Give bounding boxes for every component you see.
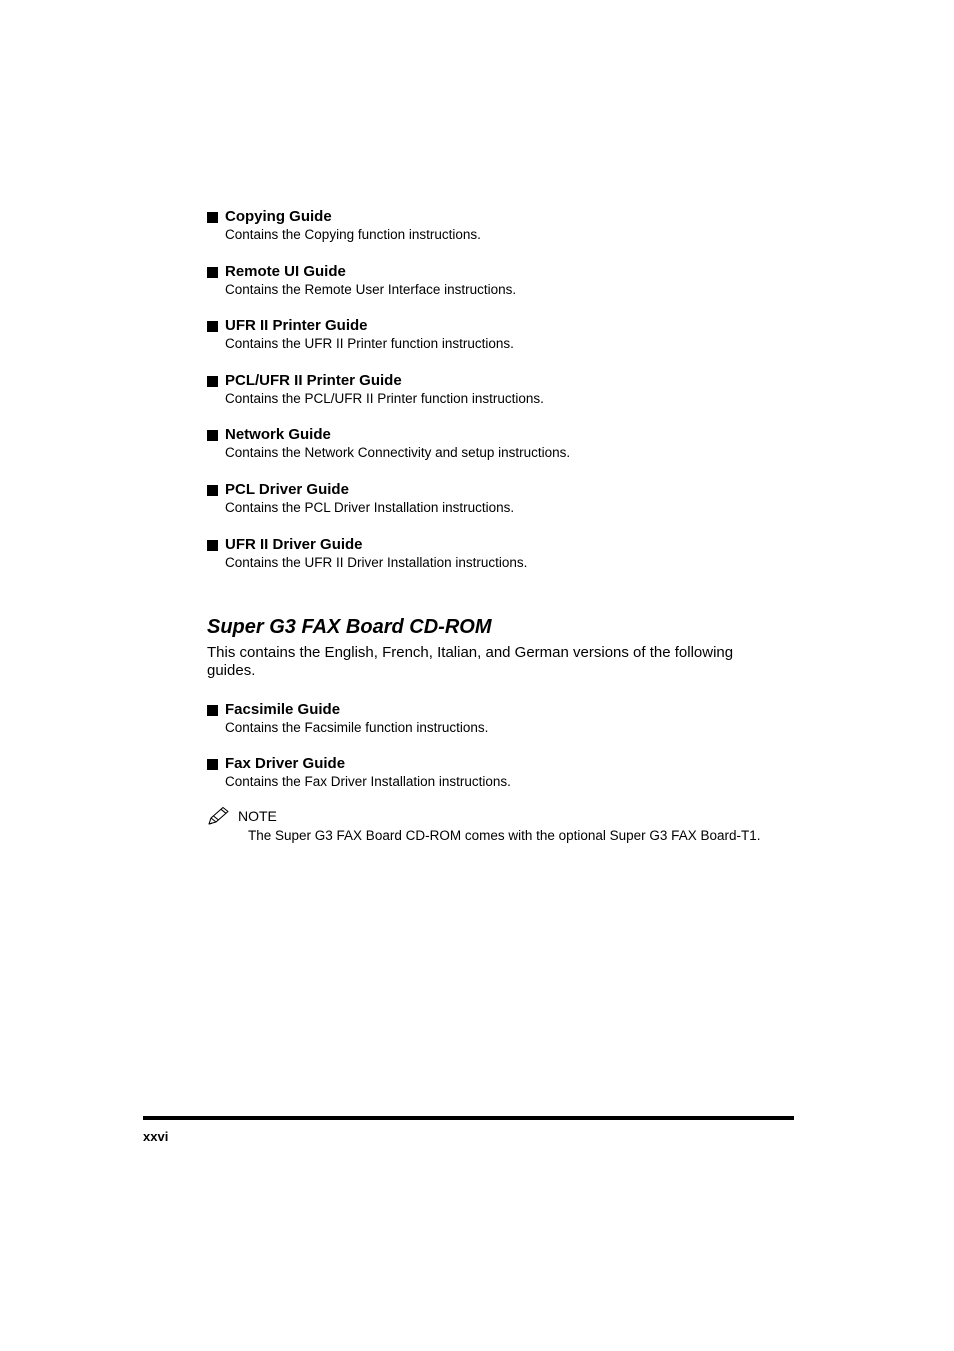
guide-entry-facsimile xyxy=(207,701,807,736)
guide-title-text: Facsimile Guide xyxy=(225,701,341,718)
square-bullet-icon xyxy=(207,705,218,716)
note-text: The Super G3 FAX Board CD-ROM comes with the optional Super G3 FAX Board-T1. xyxy=(248,828,761,843)
guide-description: Contains the Remote User Interface instructions. xyxy=(225,282,517,297)
guide-title-text: UFR II Printer Guide xyxy=(225,317,368,334)
guide-description: Contains the UFR II Driver Installation instructions. xyxy=(225,555,528,570)
guide-entry-ufr-driver xyxy=(207,536,807,571)
guide-title xyxy=(207,536,807,554)
guide-entry-pcl-driver xyxy=(207,481,807,516)
square-bullet-icon xyxy=(207,376,218,387)
guide-title xyxy=(207,481,807,499)
guide-title xyxy=(207,208,807,226)
square-bullet-icon xyxy=(207,540,218,551)
square-bullet-icon xyxy=(207,430,218,441)
guide-title xyxy=(207,755,807,773)
guide-entry-remote-ui xyxy=(207,263,807,298)
guide-entry-network xyxy=(207,426,807,461)
guide-description: Contains the Network Connectivity and setup instructions. xyxy=(225,445,571,460)
guide-description: Contains the PCL Driver Installation instructions. xyxy=(225,500,515,515)
guide-title-text: Copying Guide xyxy=(225,208,332,225)
guide-entry-pcl-ufr-printer xyxy=(207,372,807,407)
square-bullet-icon xyxy=(207,485,218,496)
section-intro: This contains the English, French, Italian, and German versions of the following guides. xyxy=(207,644,734,679)
square-bullet-icon xyxy=(207,267,218,278)
guide-title xyxy=(207,701,807,719)
note-label: NOTE xyxy=(238,808,277,824)
guide-title-text: Remote UI Guide xyxy=(225,263,346,280)
guide-title-text: PCL/UFR II Printer Guide xyxy=(225,372,402,389)
guide-entry-fax-driver xyxy=(207,755,807,790)
guide-title-text: PCL Driver Guide xyxy=(225,481,349,498)
guide-entry-copying xyxy=(207,208,807,243)
guide-description: Contains the UFR II Printer function instructions. xyxy=(225,336,514,351)
guide-description: Contains the PCL/UFR II Printer function instructions. xyxy=(225,391,544,406)
section-heading: Super G3 FAX Board CD-ROM xyxy=(207,616,492,638)
page-number: xxvi xyxy=(143,1129,169,1144)
guide-entry-ufr-printer xyxy=(207,317,807,352)
square-bullet-icon xyxy=(207,212,218,223)
pencil-icon xyxy=(207,806,231,826)
square-bullet-icon xyxy=(207,759,218,770)
guide-description: Contains the Fax Driver Installation instructions. xyxy=(225,774,511,789)
guide-title-text: Network Guide xyxy=(225,426,331,443)
guide-title-text: Fax Driver Guide xyxy=(225,755,346,772)
square-bullet-icon xyxy=(207,321,218,332)
guide-description: Contains the Facsimile function instructions. xyxy=(225,720,489,735)
guide-description: Contains the Copying function instructions. xyxy=(225,227,481,242)
guide-title xyxy=(207,263,807,281)
guide-title xyxy=(207,372,807,390)
footer-rule xyxy=(143,1116,794,1120)
guide-title xyxy=(207,426,807,444)
guide-title-text: UFR II Driver Guide xyxy=(225,536,363,553)
guide-title xyxy=(207,317,807,335)
